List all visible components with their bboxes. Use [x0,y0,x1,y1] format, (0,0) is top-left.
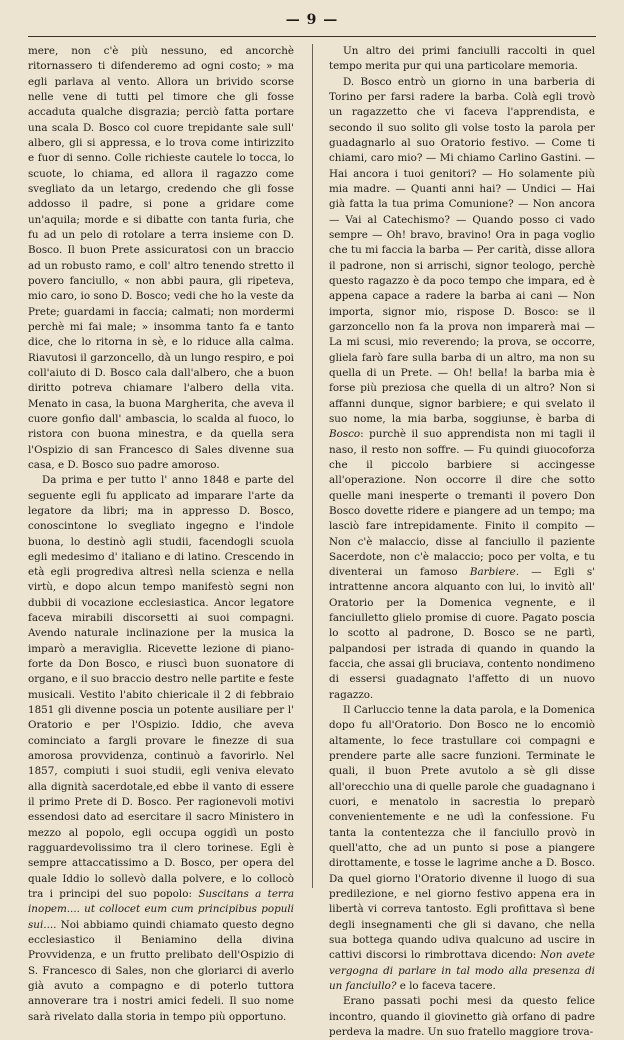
italic-text: Bosco [329,428,361,441]
paragraph: mere, non c'è più nessuno, ed ancorchè ritornassero ti difenderemo ad ogni costo; » ma egli parlava al vento. Allora un brivido scorse nelle vene di tutti pel timore che gli fosse accaduta qualche disgrazia; perciò fatta portare una scala D. Bosco col cuore trepidante sale sull' albero, gli si appressa, e lo trova come intirizzito e fuor di senno. Colle richieste cautele lo tocca, lo scuote, lo chiama, ed allora il ragazzo come svegliato da un letargo, credendo che gli fosse addosso il padre, si pone a gridare come un'aquila; morde e si dibatte con tanta furia, che fu ad un pelo di rotolare a terra insieme con D. Bosco. Il buon Prete assicuratosi con un braccio ad un robusto ramo, e coll' altro tenendo stretto il povero fanciullo, « non abbi paura, gli ripeteva, mio caro, io sono D. Bosco; vedi che ho la veste da Prete; guardami in faccia; calmati; non mordermi perchè mi fai male; » insomma tanto fa e tanto dice, che lo ritorna in sè, e lo riduce alla calma. Riavutosi il garzoncello, dà un lungo respiro, e poi coll'aiuto di D. Bosco cala dall'albero, che a buon diritto potreva chiamare l'albero della vita. Menato in casa, la buona Margherita, che aveva il cuore gonfio dall' ambascia, lo scalda al fuoco, lo ristora con buona minestra, e da quella sera l'Ospizio di san Francesco di Sales divenne sua casa, e D. Bosco suo padre amoroso. [28,45,294,471]
column-divider [312,44,313,888]
header-rule [28,36,596,37]
left-column [28,44,294,1023]
page-number: — 9 — [285,12,339,28]
paragraph-text: Da prima e per tutto l' anno 1848 e parte del seguente egli fu applicato ad imparare l'arte da legatore da libri; ma in appresso D. Bosco, conoscintone lo svegliato ingegno e l'indole buona, lo destinò agli studii, facendogli scuola egli medesimo d' italiano e di latino. Crescendo in età egli progrediva altresì nella scienza e nella virtù, e dopo alcun tempo manifestò segni non dubbii di vocazione ecclesiastica. Ancor legatore faceva mirabili discorsetti ai suoi compagni. Avendo naturale inclinazione per la musica la imparò a meraviglia. Ricevette lezione di piano-forte da Don Bosco, e riuscì buon suonatore di organo, e il suo braccio destro nelle partite e feste musicali. Vestito l'abito chiericale il 2 di febbraio 1851 gli divenne poscia un potente ausiliare per l' Oratorio e per l'Ospizio. Iddio, che aveva cominciato a fargli provare le finezze di sua amorosa provvidenza, continuò a favorirlo. Nel 1857, compiuti i suoi studii, egli veniva elevato alla dignità sacerdotale,ed ebbe il vanto di essere il primo Prete di D. Bosco. Per ragionevoli motivi essendosi dato ad esercitare il sacro Ministero in mezzo al popolo, egli occupa oggidì un posto ragguardevolissimo tra il clero torinese. Egli è sempre attaccatissimo a D. Bosco, per opera del quale Iddio lo sollevò dalla polvere, e lo collocò tra i principi del suo popolo: [28,474,294,901]
latin-quote: Suscitans a terra inopem.... ut collocet eum cum principibus populi sui.... [28,888,294,931]
paragraph-text: D. Bosco entrò un giorno in una barberia di Torino per farsi radere la barba. Colà egli trovò un ragazzetto che vi faceva l'apprendista, e secondo il suo solito gli volse tosto la parola per guadagnarlo al suo Oratorio festivo. — Come ti chiami, caro mio? — Mi chiamo Carlino Gastini. — Hai ancora i tuoi genitori? — Ho solamente più mia madre. — Quanti anni hai? — Undici — Hai già fatta la tua prima Comunione? — Non ancora — Vai al Catechismo? — Quando posso ci vado sempre — Oh! bravo, bravino! Ora in paga voglio che tu mi faccia la barba — Per carità, disse allora il padrone, non si arrischi, signor teologo, perchè questo ragazzo è da poco tempo che impara, ed è appena capace a radere la barba ai cani — Non importa, signor mio, rispose D. Bosco: se il garzoncello non fa la prova non imparerà mai — La mi scusi, mio reverendo; la prova, se occorre, gliela farò fare sulla barba di un altro, ma non su quella di un Prete. — Oh! bella! la barba mia è forse più preziosa che quella di un altro? Non si affanni dunque, signor barbiere; e qui svelato il suo nome, la mia barba, soggiunse, è barba di [329,75,595,425]
paragraph-text: Il Carluccio tenne la data parola, e la Domenica dopo fu all'Oratorio. Don Bosco ne lo encomiò altamente, lo fece trastullare coi compagni e prendere parte alle sacre funzioni. Terminate le quali, il buon Prete avutolo a sè gli disse all'orecchio una di quelle parole che guadagnano i cuori, e menatolo in sacrestia lo preparò convenientemente e ne udì la confessione. Fu tanta la contentezza che il fanciullo provò in quell'atto, che ad un punto si pose a piangere dirottamente, e tosse le lagrime anche a D. Bosco. Da quel giorno l'Oratorio divenne il luogo di sua predilezione, e nel giorno festivo appena era in libertà vi correva tantosto. Egli profittava sì bene degli insegnamenti che gli si davano, che nella sua bottega quando udiva qualcuno ad uscire in cattivi discorsi lo rimbrottava dicendo: [329,704,595,962]
italic-text: Barbiere [469,566,516,579]
paragraph [329,75,595,703]
paragraph: Un altro dei primi fanciulli raccolti in quel tempo merita pur qui una particolare memoria. [329,45,595,73]
paragraph [329,703,595,994]
paragraph-text: Noi abbiamo quindi chiamato questo degno ecclesiastico il Beniamino della divina Provvidenza, e un frutto prelibato dell'Ospizio di S. Francesco di Sales, non che gloriarci di averlo già avuto a compagno e di poterlo tuttora annoverare tra i nostri amici fedeli. Il suo nome sarà rivelato dalla storia in tempo più opportuno. [28,918,294,1023]
paragraph-text: : purchè il suo apprendista non mi tagli il naso, il resto non soffre. — Fu quindi giuocoforza che il piccolo barbiere si accingesse all'operazione. Non occorre il dire che sotto quelle mani inesperte o tremanti il povero Don Bosco dovette ridere e piangere ad un tempo; ma lasciò fare intrepidamente. Finito il compito — Non c'è malaccio, disse al fanciullo il paziente Sacerdote, non c'è malaccio; poco per volta, e tu diventerai un famoso [329,428,595,579]
paragraph [28,473,294,1025]
paragraph-text: . — Egli s' intrattenne ancora alquanto con lui, lo invitò all' Oratorio per la Domenica vegnente, e il fanciulletto glielo promise di cuore. Pagato poscia lo scotto al padrone, D. Bosco se ne partì, palpandosi per istrada di quando in quando la faccia, che assai gli bruciava, contento nondimeno di essersi guadagnato l'affetto di un nuovo ragazzo. [329,566,595,701]
right-column [329,44,595,1038]
italic-text: Non avete vergogna di parlare in tal modo alla presenza di un fanciullo? [329,949,595,993]
paragraph-text: e lo faceva tacere. [399,980,496,993]
paragraph: Erano passati pochi mesi da questo felice incontro, quando il giovinetto già orfano di padre perdeva la madre. Un suo fratello maggiore trova- [329,995,595,1038]
